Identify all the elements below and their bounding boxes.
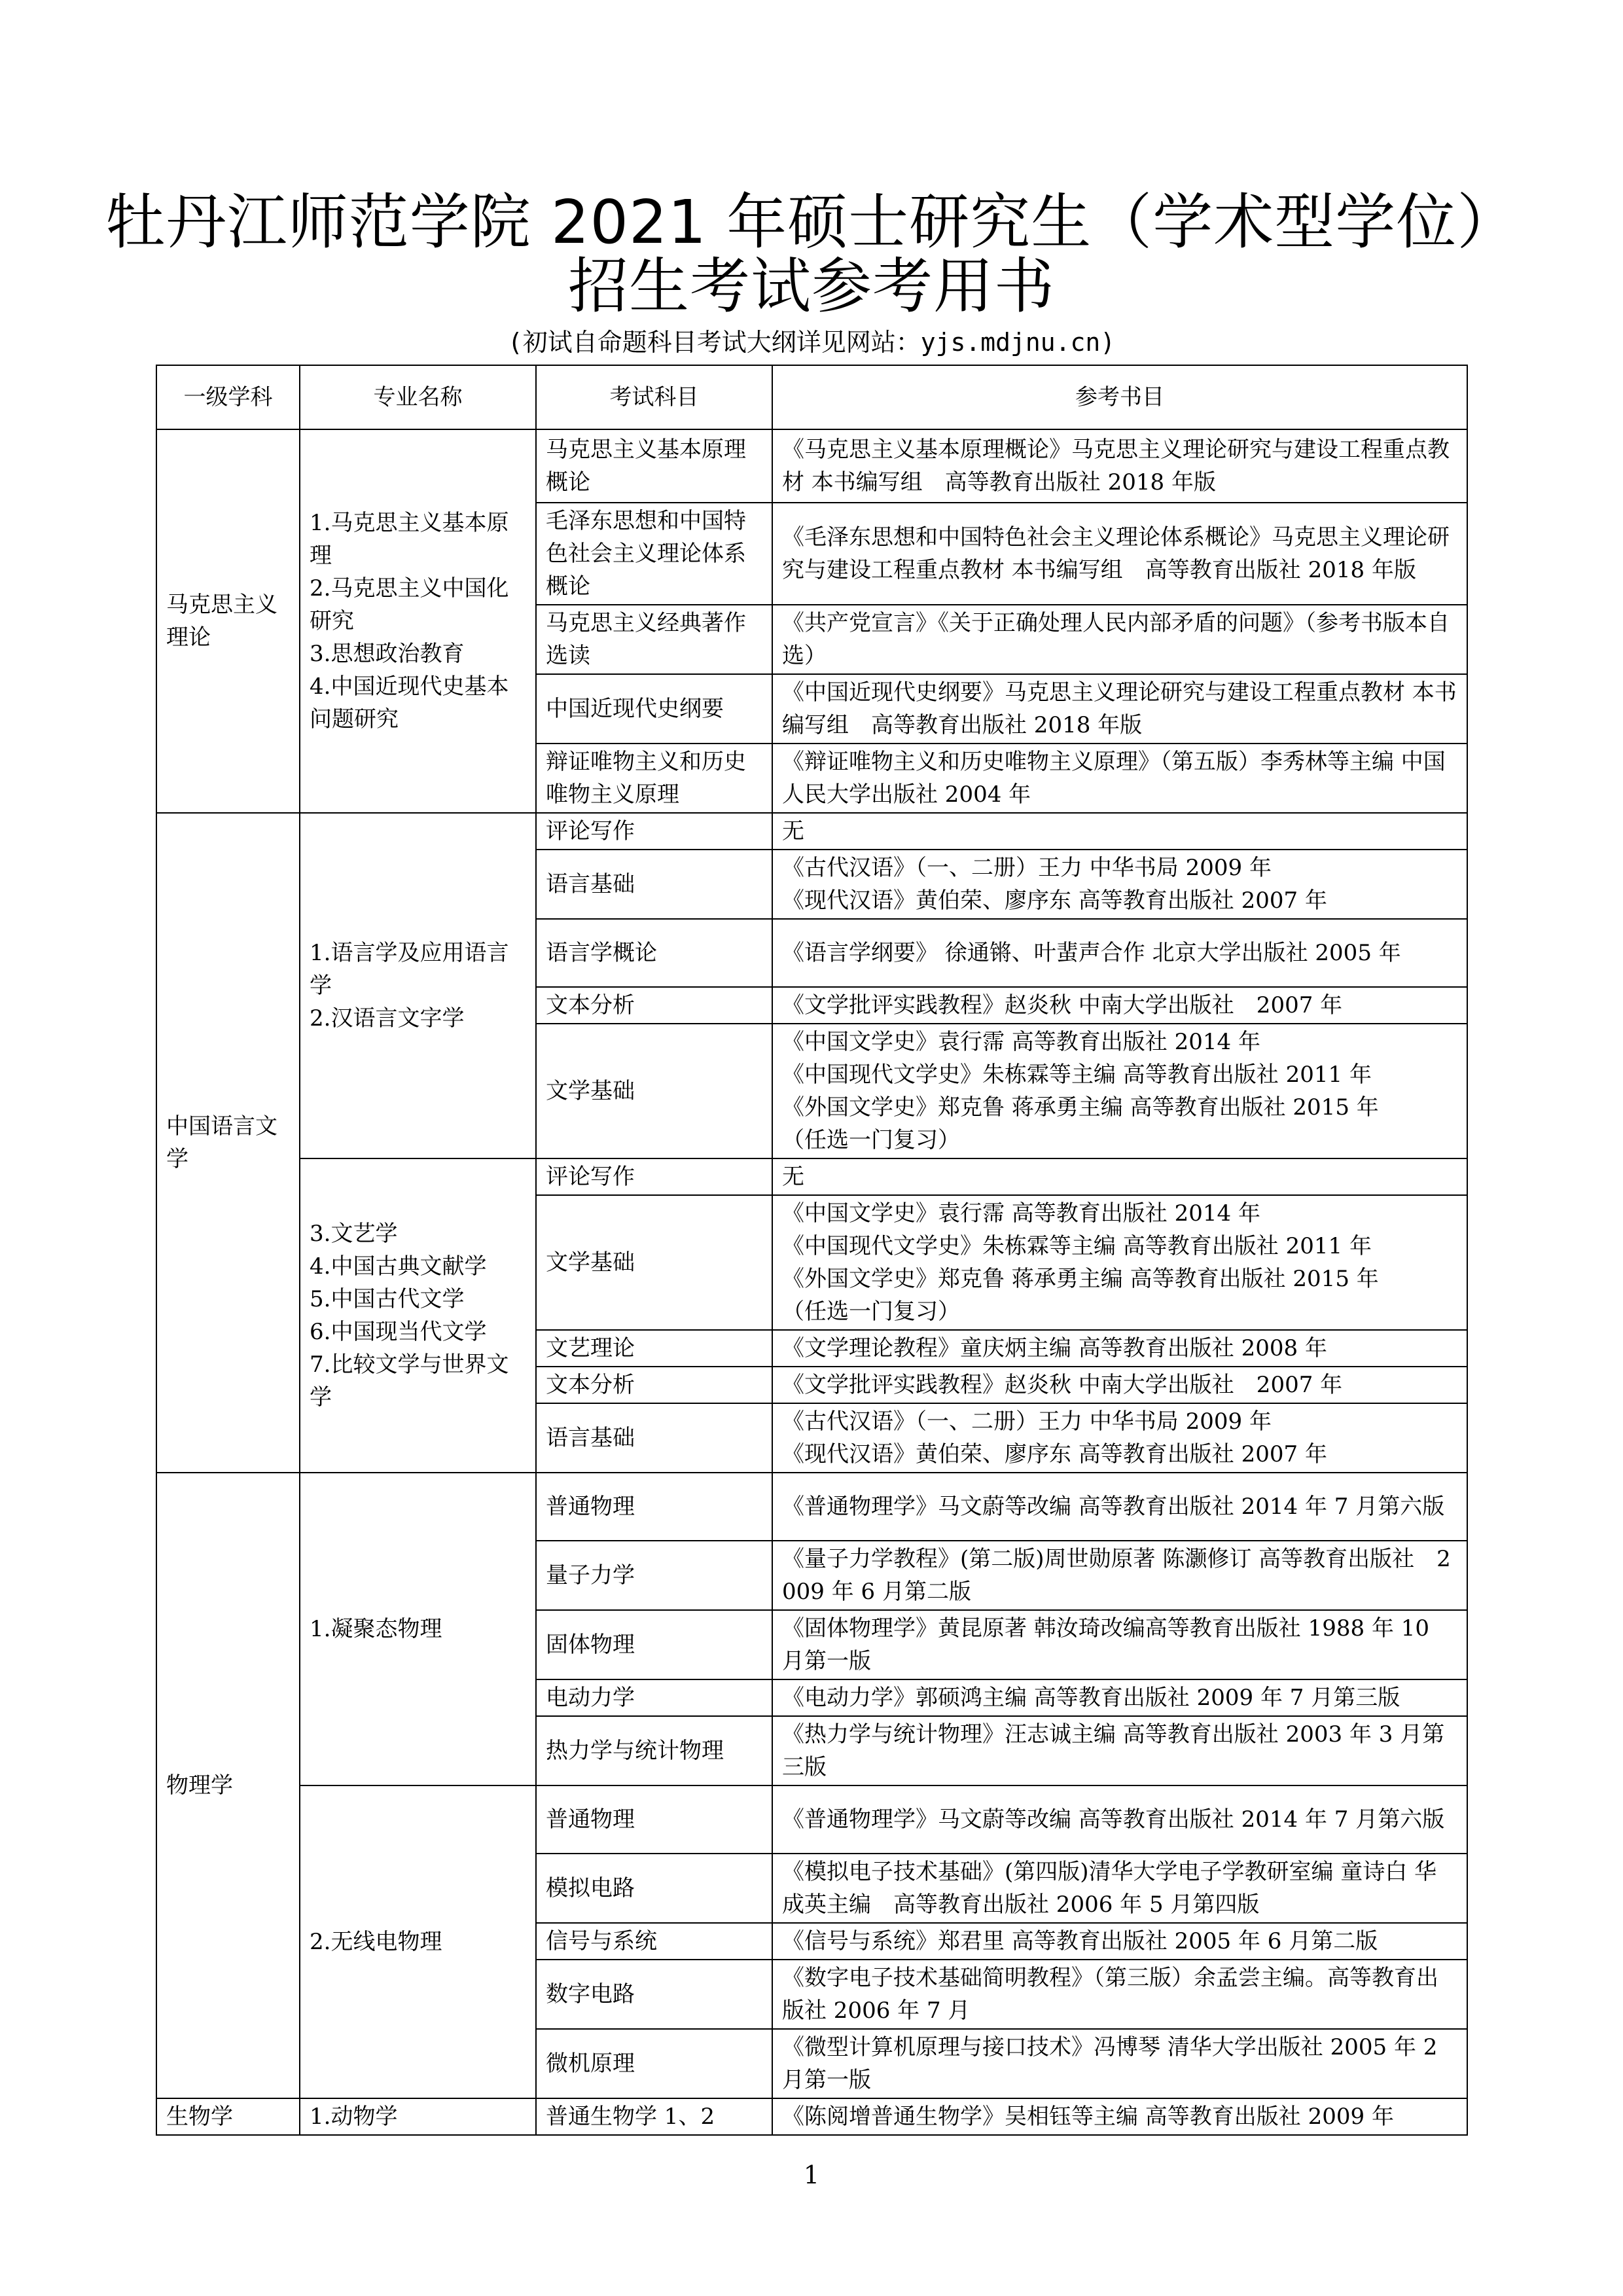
table-row	[156, 1785, 1467, 1854]
reference-book-entry: 《马克思主义基本原理概论》马克思主义理论研究与建设工程重点教材 本书编写组 高等教育出版社 2018 年版	[782, 437, 1450, 495]
reference-book-cell	[772, 919, 1467, 987]
reference-book-cell	[772, 1403, 1467, 1473]
reference-book-entry: 《语言学纲要》 徐通锵、叶蜚声合作 北京大学出版社 2005 年	[782, 940, 1401, 966]
reference-book-entry: 《普通物理学》马文蔚等改编 高等教育出版社 2014 年 7 月第六版	[782, 1806, 1445, 1833]
reference-book-cell	[772, 1960, 1467, 2029]
major-name: 1.马克思主义基本原理	[310, 510, 509, 569]
reference-book-entry: 《普通物理学》马文蔚等改编 高等教育出版社 2014 年 7 月第六版	[782, 1494, 1445, 1520]
reference-book-cell	[772, 987, 1467, 1024]
exam-subject-cell: 评论写作	[536, 813, 772, 850]
reference-book-cell	[772, 813, 1467, 850]
reference-book-entry: 《信号与系统》郑君里 高等教育出版社 2005 年 6 月第二版	[782, 1928, 1378, 1954]
exam-subject-cell: 毛泽东思想和中国特色社会主义理论体系概论	[536, 503, 772, 605]
exam-subject-cell: 普通物理	[536, 1473, 772, 1541]
exam-subject-cell: 电动力学	[536, 1679, 772, 1716]
reference-book-entry: 《中国现代文学史》朱栋霖等主编 高等教育出版社 2011 年	[782, 1233, 1372, 1259]
discipline-cell: 生物学	[156, 2098, 300, 2135]
reference-book-cell	[772, 1367, 1467, 1403]
table-row	[156, 2098, 1467, 2135]
reference-book-entry: 《现代汉语》黄伯荣、廖序东 高等教育出版社 2007 年	[782, 888, 1327, 914]
reference-book-cell	[772, 429, 1467, 503]
document-title-line-2: 招生考试参考用书	[567, 251, 1055, 321]
reference-book-cell	[772, 1541, 1467, 1610]
discipline-cell: 中国语言文学	[156, 813, 300, 1473]
major-name: 4.中国古典文献学	[310, 1253, 487, 1280]
major-name: 1.动物学	[310, 2104, 398, 2130]
reference-book-entry: 《电动力学》郭硕鸿主编 高等教育出版社 2009 年 7 月第三版	[782, 1685, 1400, 1711]
reference-book-entry: 《固体物理学》黄昆原著 韩汝琦改编高等教育出版社 1988 年 10 月第一版	[782, 1615, 1430, 1674]
major-name: 1.凝聚态物理	[310, 1616, 442, 1642]
exam-subject-cell: 微机原理	[536, 2029, 772, 2098]
reference-book-cell	[772, 1923, 1467, 1960]
document-subtitle: (初试自命题科目考试大纲详见网站：yjs.mdjnu.cn)	[507, 328, 1116, 357]
major-name: 6.中国现当代文学	[310, 1319, 487, 1345]
exam-subject-cell: 文本分析	[536, 1367, 772, 1403]
major-name: 2.无线电物理	[310, 1929, 442, 1955]
major-cell	[300, 1785, 536, 2098]
exam-subject-cell: 中国近现代史纲要	[536, 674, 772, 744]
reference-book-entry: 《外国文学史》郑克鲁 蒋承勇主编 高等教育出版社 2015 年	[782, 1094, 1379, 1121]
reference-book-cell	[772, 744, 1467, 813]
header-discipline: 一级学科	[156, 365, 300, 429]
reference-book-entry: 《热力学与统计物理》汪志诚主编 高等教育出版社 2003 年 3 月第三版	[782, 1721, 1445, 1780]
reference-book-entry: 《文学理论教程》童庆炳主编 高等教育出版社 2008 年	[782, 1335, 1327, 1361]
reference-book-entry: （任选一门复习）	[782, 1127, 960, 1153]
reference-book-entry: 《中国现代文学史》朱栋霖等主编 高等教育出版社 2011 年	[782, 1062, 1372, 1088]
reference-book-cell	[772, 605, 1467, 674]
exam-subject-cell: 马克思主义基本原理概论	[536, 429, 772, 503]
reference-book-entry: 《模拟电子技术基础》(第四版)清华大学电子学教研室编 童诗白 华成英主编 高等教育出版社 2006 年 5 月第四版	[782, 1859, 1437, 1918]
reference-book-entry: 《陈阅增普通生物学》吴相钰等主编 高等教育出版社 2009 年	[782, 2104, 1394, 2130]
reference-book-entry: （任选一门复习）	[782, 1299, 960, 1325]
exam-subject-cell: 普通生物学 1、2	[536, 2098, 772, 2135]
major-name: 2.马克思主义中国化研究	[310, 575, 509, 634]
reference-book-cell	[772, 2029, 1467, 2098]
reference-book-entry: 《量子力学教程》(第二版)周世勋原著 陈灏修订 高等教育出版社 2009 年 6 月第二版	[782, 1546, 1451, 1605]
major-name: 2.汉语言文字学	[310, 1005, 465, 1031]
page-number: 1	[803, 2161, 820, 2189]
reference-book-cell	[772, 1158, 1467, 1195]
reference-book-entry: 《现代汉语》黄伯荣、廖序东 高等教育出版社 2007 年	[782, 1441, 1327, 1467]
table-row	[156, 813, 1467, 850]
reference-book-cell	[772, 850, 1467, 919]
reference-book-entry: 《中国近现代史纲要》马克思主义理论研究与建设工程重点教材 本书编写组 高等教育出版社 2018 年版	[782, 679, 1457, 738]
exam-subject-cell: 文艺理论	[536, 1330, 772, 1367]
reference-book-cell	[772, 2098, 1467, 2135]
reference-book-entry: 《中国文学史》袁行霈 高等教育出版社 2014 年	[782, 1200, 1260, 1227]
exam-subject-cell: 语言学概论	[536, 919, 772, 987]
reference-book-entry: 《古代汉语》（一、二册）王力 中华书局 2009 年	[782, 1408, 1272, 1435]
reference-book-cell	[772, 1785, 1467, 1854]
reference-book-entry: 《古代汉语》（一、二册）王力 中华书局 2009 年	[782, 855, 1272, 881]
table-row	[156, 429, 1467, 503]
major-cell	[300, 1158, 536, 1473]
header-exam-subject: 考试科目	[536, 365, 772, 429]
exam-subject-cell: 普通物理	[536, 1785, 772, 1854]
reference-book-entry: 《毛泽东思想和中国特色社会主义理论体系概论》马克思主义理论研究与建设工程重点教材 本书编写组 高等教育出版社 2018 年版	[782, 524, 1450, 583]
discipline-cell: 物理学	[156, 1473, 300, 2098]
major-name: 3.文艺学	[310, 1221, 398, 1247]
major-name: 4.中国近现代史基本问题研究	[310, 673, 509, 732]
major-name: 3.思想政治教育	[310, 641, 465, 667]
exam-subject-cell: 信号与系统	[536, 1923, 772, 1960]
reference-book-entry: 《共产党宣言》《关于正确处理人民内部矛盾的问题》（参考书版本自选）	[782, 610, 1450, 669]
exam-subject-cell: 量子力学	[536, 1541, 772, 1610]
exam-subject-cell: 语言基础	[536, 1403, 772, 1473]
reference-book-table	[156, 365, 1468, 2136]
exam-subject-cell: 文学基础	[536, 1024, 772, 1158]
reference-book-cell	[772, 1024, 1467, 1158]
major-cell	[300, 2098, 536, 2135]
major-cell	[300, 813, 536, 1158]
table-row	[156, 1158, 1467, 1195]
reference-book-entry: 《数字电子技术基础简明教程》（第三版）余孟尝主编。高等教育出版社 2006 年 7 月	[782, 1965, 1438, 2024]
reference-book-cell	[772, 1716, 1467, 1785]
reference-book-cell	[772, 1679, 1467, 1716]
table-row	[156, 1473, 1467, 1541]
table-header-row	[156, 365, 1467, 429]
document-title-line-1: 牡丹江师范学院 2021 年硕士研究生（学术型学位）	[105, 187, 1518, 257]
exam-subject-cell: 文本分析	[536, 987, 772, 1024]
reference-book-entry: 《文学批评实践教程》赵炎秋 中南大学出版社 2007 年	[782, 1372, 1343, 1398]
exam-subject-cell: 辩证唯物主义和历史唯物主义原理	[536, 744, 772, 813]
exam-subject-cell: 固体物理	[536, 1610, 772, 1679]
major-cell	[300, 1473, 536, 1785]
exam-subject-cell: 评论写作	[536, 1158, 772, 1195]
exam-subject-cell: 语言基础	[536, 850, 772, 919]
exam-subject-cell: 马克思主义经典著作选读	[536, 605, 772, 674]
reference-book-cell	[772, 1473, 1467, 1541]
discipline-cell: 马克思主义理论	[156, 429, 300, 813]
exam-subject-cell: 文学基础	[536, 1195, 772, 1330]
reference-book-entry: 无	[782, 1164, 804, 1190]
reference-book-entry: 无	[782, 818, 804, 844]
reference-book-entry: 《文学批评实践教程》赵炎秋 中南大学出版社 2007 年	[782, 992, 1343, 1018]
reference-book-cell	[772, 674, 1467, 744]
reference-book-cell	[772, 1854, 1467, 1923]
exam-subject-cell: 热力学与统计物理	[536, 1716, 772, 1785]
table-body	[156, 429, 1467, 2135]
reference-book-entry: 《微型计算机原理与接口技术》冯博琴 清华大学出版社 2005 年 2 月第一版	[782, 2034, 1438, 2093]
major-name: 7.比较文学与世界文学	[310, 1352, 509, 1410]
header-reference-books: 参考书目	[772, 365, 1467, 429]
reference-book-cell	[772, 1610, 1467, 1679]
exam-subject-cell: 模拟电路	[536, 1854, 772, 1923]
exam-subject-cell: 数字电路	[536, 1960, 772, 2029]
header-major: 专业名称	[300, 365, 536, 429]
major-cell	[300, 429, 536, 813]
reference-book-cell	[772, 1330, 1467, 1367]
reference-book-entry: 《中国文学史》袁行霈 高等教育出版社 2014 年	[782, 1029, 1260, 1055]
reference-book-cell	[772, 1195, 1467, 1330]
reference-book-cell	[772, 503, 1467, 605]
major-name: 5.中国古代文学	[310, 1286, 465, 1312]
major-name: 1.语言学及应用语言学	[310, 940, 509, 999]
reference-book-entry: 《辩证唯物主义和历史唯物主义原理》（第五版）李秀林等主编 中国人民大学出版社 2004 年	[782, 749, 1446, 808]
reference-book-entry: 《外国文学史》郑克鲁 蒋承勇主编 高等教育出版社 2015 年	[782, 1266, 1379, 1292]
